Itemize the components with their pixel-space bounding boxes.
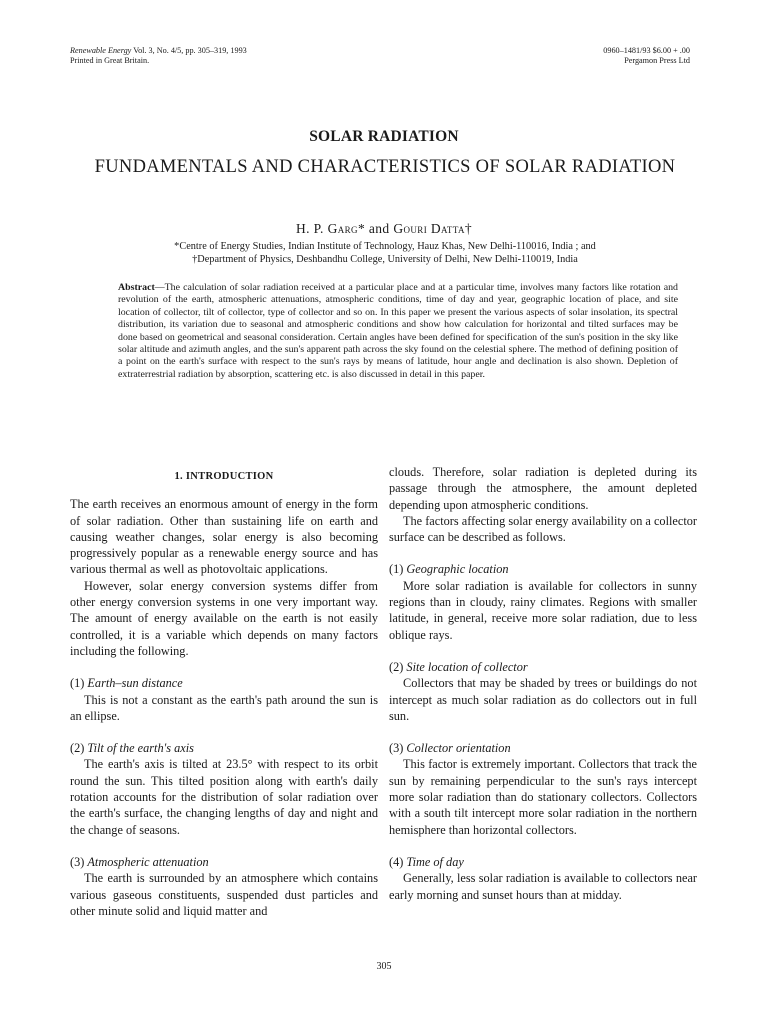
author-conjunction: and [365, 221, 394, 236]
item-title: Geographic location [406, 562, 509, 577]
item-title: Collector orientation [406, 741, 511, 756]
factor-text-atmosphere: The earth is surrounded by an atmosphere which contains various gaseous constituents, suspended dust particles and other minute solid and liquid matter and [70, 871, 378, 918]
item-title: Site location of collector [406, 659, 528, 674]
item-heading-geographic [389, 561, 697, 577]
paper-title: SOLAR RADIATION [309, 128, 459, 145]
factor-text-earth-sun: This is not a constant as the earth's path around the sun is an ellipse. [70, 692, 378, 723]
affiliation-1: *Centre of Energy Studies, Indian Institute of Technology, Hauz Khas, New Delhi-110016, India ; and [174, 241, 596, 252]
author-2: Gouri Datta† [393, 221, 473, 236]
publisher-header [603, 46, 690, 66]
factor-title: Atmospheric attenuation [87, 854, 209, 869]
factor-text-tilt: The earth's axis is tilted at 23.5° with respect to its orbit round the sun. This tilted position along with earth's daily rotation accounts for the distribution of solar radiation over the earth's surface, the changing lengths of day and night and the change of seasons. [70, 757, 378, 837]
left-column [70, 464, 378, 919]
factors-intro-paragraph: The factors affecting solar energy availability on a collector surface can be described as follows. [389, 513, 697, 545]
abstract-text: —The calculation of solar radiation received at a particular place and at a particular time, involves many factors like rotation and revolution of the earth, atmospheric attenuations, atmospheric conditions, time of day and year, geographic location of place, and site location of collector, tilt of collector, type of collector and so on. In this paper we present the various aspects of solar insolation, its spectral distribution, its variation due to seasonal and atmospheric conditions and show how calculation for horizontal and tilted surfaces may be done based on geometrical and seasonal consideration. Certain angles have been defined for specification of the sun's position in the sky like solar altitude and azimuth angles, and the sun's apparent path across the sky found on the celestial sphere. The method of defining position of a point on the earth's surface with respect to the sun's rays by means of latitude, hour angle and declination is also shown. Depletion of extraterrestrial radiation by absorption, scattering etc. is also discussed in detail in this paper. [118, 282, 678, 380]
intro-paragraph-1: The earth receives an enormous amount of energy in the form of solar radiation. Other than sustaining life on earth and causing weather changes, solar energy is also becoming progressively popular as a renewable energy source and has various thermal as well as photovoltaic applications. [70, 497, 378, 577]
item-number: (2) [389, 659, 404, 674]
spacer [389, 724, 697, 740]
item-heading-time-of-day [389, 854, 697, 870]
affiliation-2: †Department of Physics, Deshbandhu College, University of Delhi, New Delhi-110019, India [192, 254, 578, 265]
factor-number: (1) [70, 676, 85, 691]
spacer [70, 659, 378, 675]
item-number: (3) [389, 741, 404, 756]
issn-code: 0960–1481/93 $6.00 + .00 [603, 46, 690, 55]
author-1: H. P. Garg* [295, 221, 366, 236]
spacer [70, 724, 378, 740]
item-text-geographic: More solar radiation is available for collectors in sunny regions than in cloudy, rainy climates. Regions with smaller latitude, in general, receive more solar radiation, due to less oblique rays. [389, 578, 697, 642]
spacer [389, 838, 697, 854]
right-column [389, 464, 697, 903]
item-title: Time of day [406, 854, 464, 869]
item-heading-orientation [389, 740, 697, 756]
factor-heading-atmosphere [70, 854, 378, 870]
factor-title: Tilt of the earth's axis [87, 741, 194, 756]
factor-heading-earth-sun [70, 675, 378, 691]
factor-number: (2) [70, 741, 85, 756]
item-number: (1) [389, 562, 404, 577]
factor-number: (3) [70, 854, 85, 869]
publisher-name: Pergamon Press Ltd [624, 56, 690, 65]
item-text-site: Collectors that may be shaded by trees or buildings do not intercept as much solar radiation as do collectors out in full sun. [389, 676, 697, 723]
continued-paragraph: clouds. Therefore, solar radiation is depleted during its passage through the atmosphere, the amount depleted depending upon atmospheric conditions. [389, 465, 697, 512]
affiliations [80, 240, 690, 266]
printed-note: Printed in Great Britain. [70, 56, 150, 65]
journal-header [70, 46, 247, 66]
spacer [70, 838, 378, 854]
journal-name: Renewable Energy [70, 46, 132, 55]
item-heading-site [389, 659, 697, 675]
item-number: (4) [389, 854, 404, 869]
intro-paragraph-2: However, solar energy conversion systems differ from other energy conversion systems in one very important way. The amount of energy available on the earth is not easily controlled, it is a variable which depends on many factors including the following. [70, 578, 378, 658]
spacer [389, 643, 697, 659]
factor-title: Earth–sun distance [87, 676, 183, 691]
spacer [389, 545, 697, 561]
author-line [0, 221, 768, 237]
journal-citation: Vol. 3, No. 4/5, pp. 305–319, 1993 [131, 46, 247, 55]
item-text-orientation: This factor is extremely important. Collectors that track the sun by remaining perpendicular to the sun's rays intercept more solar radiation than do stationary collectors. Collectors with a south tilt intercept more solar radiation in the northern hemisphere than horizontal collectors. [389, 757, 697, 837]
item-text-time-of-day: Generally, less solar radiation is available to collectors near early morning and sunset hours than at midday. [389, 871, 697, 902]
abstract-label: Abstract [118, 282, 155, 293]
section-heading-introduction: 1. INTRODUCTION [174, 471, 274, 482]
paper-subtitle: FUNDAMENTALS AND CHARACTERISTICS OF SOLAR RADIATION [94, 157, 676, 177]
page-number: 305 [376, 961, 392, 972]
factor-heading-tilt [70, 740, 378, 756]
abstract [118, 282, 678, 381]
